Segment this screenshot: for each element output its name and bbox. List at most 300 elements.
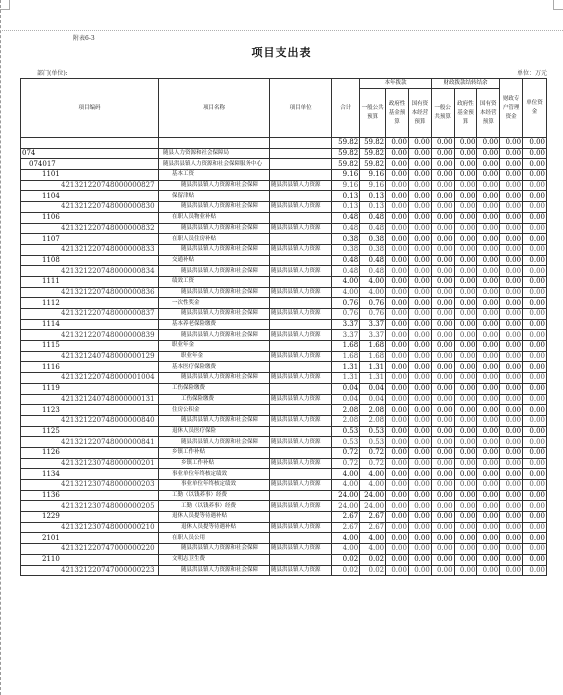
cell-amount: 0.00 [523,244,547,255]
cell-amount: 0.00 [386,522,409,533]
cell-total: 0.04 [332,383,360,394]
cell-name: 基本工资 [158,170,269,181]
cell-amount: 0.00 [477,255,500,266]
cell-amount: 0.00 [408,362,431,373]
cell-amount: 0.00 [523,255,547,266]
cell-amount: 0.00 [500,266,523,277]
cell-amount: 0.00 [408,319,431,330]
cell-amount: 0.00 [454,234,477,245]
cell-amount: 0.00 [408,159,431,170]
table-row [21,469,547,480]
cell-code: 1104 [21,191,159,202]
cell-amount: 24.00 [360,490,386,501]
cell-amount: 0.00 [500,426,523,437]
cell-amount: 4.00 [360,480,386,491]
cell-dept [269,341,331,352]
cell-amount: 0.00 [431,191,454,202]
cell-amount: 0.00 [408,565,431,576]
table-row [21,223,547,234]
cell-amount: 0.00 [500,544,523,555]
cell-amount: 0.00 [454,202,477,213]
cell-amount: 0.00 [523,159,547,170]
cell-name: 乡镇工作补贴 [158,458,269,469]
cell-amount: 0.00 [386,138,409,149]
cell-name: 保留津贴 [158,191,269,202]
cell-amount: 0.00 [500,212,523,223]
cell-amount: 0.00 [431,287,454,298]
cell-amount: 0.00 [408,394,431,405]
cell-amount: 0.00 [500,351,523,362]
cell-amount: 1.68 [360,351,386,362]
cell-amount: 0.00 [454,469,477,480]
cell-amount: 0.00 [523,180,547,191]
cell-amount: 0.00 [454,298,477,309]
cell-amount: 0.00 [454,405,477,416]
cell-amount: 0.00 [386,170,409,181]
cell-amount: 0.00 [431,202,454,213]
cell-amount: 0.00 [454,159,477,170]
cell-amount: 0.00 [477,447,500,458]
cell-amount: 0.00 [386,469,409,480]
cell-amount: 0.00 [408,244,431,255]
cell-total: 2.67 [332,522,360,533]
cell-code: 421321220747000000223 [21,565,159,576]
cell-name: 随县洪县镇人力资源和社会保障 [158,565,269,576]
cell-amount: 59.82 [360,148,386,159]
cell-total: 59.82 [332,148,360,159]
cell-total: 4.00 [332,533,360,544]
cell-total: 0.13 [332,202,360,213]
cell-amount: 4.00 [360,544,386,555]
cell-amount: 0.00 [386,554,409,565]
cell-code: 2110 [21,554,159,565]
cell-amount: 0.53 [360,426,386,437]
header-balance-general: 一般公共预算 [431,89,454,138]
cell-amount: 0.48 [360,255,386,266]
cell-total: 1.68 [332,341,360,352]
cell-amount: 0.00 [523,522,547,533]
cell-name: 工勤（以钱养事）经费 [158,490,269,501]
cell-amount: 0.00 [477,351,500,362]
cell-total: 59.82 [332,159,360,170]
cell-amount: 0.00 [523,544,547,555]
cell-amount: 0.00 [408,309,431,320]
cell-amount: 0.00 [386,212,409,223]
table-row [21,266,547,277]
cell-dept: 随县洪县镇人力资源 [269,202,331,213]
cell-name: 随县洪县镇人力资源和社会保障 [158,266,269,277]
cell-total: 0.72 [332,458,360,469]
cell-amount: 0.00 [386,501,409,512]
cell-code: 421321230748000000203 [21,480,159,491]
cell-total: 0.13 [332,191,360,202]
table-row [21,234,547,245]
cell-name: 随县洪县镇人力资源和社会保障 [158,544,269,555]
cell-amount: 1.31 [360,373,386,384]
cell-amount: 0.00 [454,512,477,523]
cell-name: 一次性奖金 [158,298,269,309]
cell-amount: 0.00 [500,394,523,405]
cell-amount: 0.00 [454,490,477,501]
cell-amount: 0.00 [408,554,431,565]
cell-dept [269,298,331,309]
cell-amount: 0.00 [454,341,477,352]
table-row [21,501,547,512]
cell-amount: 0.00 [477,383,500,394]
cell-code: 1123 [21,405,159,416]
cell-dept [269,554,331,565]
cell-amount: 0.00 [431,223,454,234]
cell-amount: 0.38 [360,244,386,255]
cell-amount: 0.00 [431,458,454,469]
cell-amount: 0.00 [523,405,547,416]
cell-amount: 0.00 [523,212,547,223]
cell-amount: 0.00 [523,276,547,287]
cell-amount: 0.00 [500,202,523,213]
cell-total: 4.00 [332,287,360,298]
cell-total: 0.04 [332,394,360,405]
cell-name: 基本养老保险缴费 [158,319,269,330]
cell-name: 随县洪县镇人力资源和社会保障 [158,415,269,426]
cell-amount: 0.00 [386,330,409,341]
cell-amount: 0.00 [477,212,500,223]
cell-amount: 0.00 [431,341,454,352]
cell-dept [269,276,331,287]
table-row [21,373,547,384]
cell-amount: 2.67 [360,512,386,523]
cell-amount: 0.00 [500,223,523,234]
cell-dept [269,234,331,245]
cell-amount: 0.00 [477,244,500,255]
cell-total: 0.76 [332,298,360,309]
cell-amount: 0.00 [386,341,409,352]
cell-amount: 0.00 [454,319,477,330]
cell-amount: 0.00 [408,276,431,287]
header-code: 项目编码 [21,79,159,138]
cell-amount: 0.00 [454,533,477,544]
cell-dept [269,319,331,330]
cell-amount: 0.00 [500,437,523,448]
cell-amount: 0.00 [523,383,547,394]
table-row [21,341,547,352]
cell-dept: 随县洪县镇人力资源 [269,394,331,405]
cell-amount: 0.00 [386,244,409,255]
cell-amount: 0.00 [523,266,547,277]
cell-amount: 0.00 [454,373,477,384]
cell-amount: 0.00 [523,501,547,512]
cell-dept [269,447,331,458]
cell-amount: 0.00 [500,138,523,149]
cell-amount: 0.00 [408,383,431,394]
cell-amount: 0.00 [523,234,547,245]
cell-amount: 0.00 [431,437,454,448]
cell-amount: 0.00 [523,330,547,341]
cell-amount: 0.00 [408,266,431,277]
cell-amount: 0.00 [386,447,409,458]
cell-amount: 0.00 [523,394,547,405]
cell-name: 退休人员提等待遇补贴 [158,512,269,523]
cell-total: 0.76 [332,309,360,320]
table-row [21,170,547,181]
cell-amount: 0.00 [523,309,547,320]
cell-amount: 0.00 [454,223,477,234]
cell-amount: 0.00 [477,159,500,170]
table-row [21,565,547,576]
table-row [21,554,547,565]
header-total: 合计 [332,79,360,138]
cell-amount: 0.00 [431,138,454,149]
cell-amount: 0.00 [431,426,454,437]
header-group-balance: 财政拨款结转结余 [431,79,499,89]
cell-amount: 0.00 [477,554,500,565]
cell-code: 421321220748000000840 [21,415,159,426]
cell-amount: 0.00 [500,234,523,245]
cell-code: 421321240748000000129 [21,351,159,362]
cell-amount: 0.00 [500,330,523,341]
cell-amount: 0.00 [477,533,500,544]
cell-amount: 0.00 [477,565,500,576]
cell-amount: 0.00 [523,351,547,362]
cell-amount: 0.00 [386,148,409,159]
cell-amount: 0.00 [386,373,409,384]
cell-amount: 2.08 [360,415,386,426]
cell-amount: 0.00 [477,138,500,149]
cell-code: 1125 [21,426,159,437]
cell-amount: 0.00 [523,480,547,491]
cell-amount: 0.00 [477,469,500,480]
cell-code: 421321240748000000131 [21,394,159,405]
cell-amount: 0.00 [477,512,500,523]
table-row [21,138,547,149]
cell-dept [269,490,331,501]
cell-dept [269,383,331,394]
cell-dept: 随县洪县镇人力资源 [269,223,331,234]
cell-amount: 0.00 [431,276,454,287]
cell-code: 421321230748000000205 [21,501,159,512]
table-row [21,458,547,469]
cell-amount: 0.00 [386,394,409,405]
cell-amount: 0.00 [431,309,454,320]
cell-amount: 0.00 [454,287,477,298]
cell-amount: 0.00 [500,469,523,480]
cell-amount: 0.00 [523,458,547,469]
cell-amount: 0.00 [477,405,500,416]
cell-amount: 0.00 [454,138,477,149]
cell-amount: 0.00 [408,223,431,234]
cell-amount: 0.00 [386,276,409,287]
cell-amount: 0.00 [431,255,454,266]
cell-dept [269,362,331,373]
cell-amount: 0.00 [454,522,477,533]
cell-amount: 0.00 [454,148,477,159]
cell-amount: 0.00 [523,490,547,501]
cell-amount: 59.82 [360,159,386,170]
cell-amount: 0.00 [500,362,523,373]
cell-amount: 0.00 [431,469,454,480]
cell-amount: 0.00 [386,565,409,576]
cell-amount: 0.00 [500,480,523,491]
cell-amount: 0.02 [360,554,386,565]
cell-dept [269,159,331,170]
cell-amount: 0.00 [523,223,547,234]
cell-name: 随县洪县镇人力资源和社会保障 [158,330,269,341]
cell-total: 3.37 [332,319,360,330]
cell-amount: 0.00 [408,469,431,480]
cell-amount: 0.00 [431,565,454,576]
cell-code: 1134 [21,469,159,480]
cell-amount: 0.00 [523,148,547,159]
table-row [21,415,547,426]
expenditure-table [20,78,547,576]
cell-code: 1101 [21,170,159,181]
cell-amount: 4.00 [360,287,386,298]
cell-total: 0.38 [332,244,360,255]
cell-code: 1108 [21,255,159,266]
table-row [21,287,547,298]
cell-amount: 0.00 [477,373,500,384]
header-name: 项目名称 [158,79,269,138]
cell-amount: 0.00 [431,159,454,170]
cell-amount: 0.00 [431,234,454,245]
table-row [21,490,547,501]
cell-total: 2.08 [332,415,360,426]
cell-dept [269,405,331,416]
cell-total: 1.31 [332,373,360,384]
cell-amount: 0.00 [523,373,547,384]
cell-amount: 0.00 [477,234,500,245]
cell-code: 1136 [21,490,159,501]
cell-total: 4.00 [332,544,360,555]
cell-amount: 24.00 [360,501,386,512]
cell-amount: 0.00 [523,415,547,426]
cell-name: 乡镇工作补贴 [158,447,269,458]
cell-name: 随县洪县镇人力资源和社会保障 [158,287,269,298]
cell-amount: 4.00 [360,533,386,544]
cell-amount: 0.00 [500,383,523,394]
cell-amount: 0.00 [431,319,454,330]
cell-amount: 0.00 [454,330,477,341]
cell-code: 421321220748000000837 [21,309,159,320]
cell-amount: 0.00 [500,148,523,159]
cell-amount: 0.00 [454,170,477,181]
cell-amount: 1.31 [360,362,386,373]
cell-amount: 0.00 [454,394,477,405]
cell-amount: 0.00 [408,533,431,544]
table-row [21,447,547,458]
cell-amount: 0.00 [477,276,500,287]
cell-name: 基本医疗保险缴费 [158,362,269,373]
cell-code: 1229 [21,512,159,523]
cell-amount: 0.76 [360,309,386,320]
header-current-capital: 国有资本经营预算 [408,89,431,138]
cell-amount: 0.00 [386,191,409,202]
cell-amount: 0.00 [431,266,454,277]
cell-amount: 0.00 [408,373,431,384]
cell-total: 0.53 [332,437,360,448]
cell-total: 0.53 [332,426,360,437]
cell-amount: 0.00 [523,447,547,458]
cell-amount: 0.00 [386,309,409,320]
cell-amount: 0.00 [523,362,547,373]
cell-amount: 0.00 [454,351,477,362]
cell-code: 421321220747000000220 [21,544,159,555]
cell-amount: 0.00 [500,565,523,576]
cell-code: 421321220748000000839 [21,330,159,341]
cell-total: 3.37 [332,330,360,341]
cell-amount: 0.00 [477,202,500,213]
cell-amount: 0.00 [523,319,547,330]
cell-dept [269,512,331,523]
attachment-label: 附表6-3 [73,35,95,42]
cell-total: 0.02 [332,565,360,576]
cell-amount: 0.00 [386,351,409,362]
cell-amount: 0.48 [360,223,386,234]
cell-code: 421321220748000000833 [21,244,159,255]
cell-amount: 0.00 [500,501,523,512]
page-top-guide [0,30,563,31]
cell-amount: 0.00 [431,148,454,159]
cell-amount: 0.00 [454,458,477,469]
cell-name: 交通补贴 [158,255,269,266]
cell-amount: 0.00 [523,138,547,149]
header-unit-funds: 单位资金 [523,79,547,138]
cell-amount: 0.00 [454,255,477,266]
cell-name: 工伤保险缴费 [158,394,269,405]
cell-amount: 0.00 [408,480,431,491]
cell-amount: 9.16 [360,180,386,191]
cell-total: 0.02 [332,554,360,565]
cell-amount: 0.00 [523,298,547,309]
cell-dept [269,170,331,181]
cell-amount: 0.00 [408,544,431,555]
table-row [21,298,547,309]
cell-dept [269,191,331,202]
page-title: 项目支出表 [251,46,312,59]
cell-amount: 0.00 [523,287,547,298]
table-header [21,79,547,138]
cell-amount: 0.00 [431,180,454,191]
cell-total: 9.16 [332,180,360,191]
cell-code: 421321220748000000834 [21,266,159,277]
cell-amount: 0.00 [454,362,477,373]
cell-amount: 0.00 [500,298,523,309]
cell-amount: 0.00 [477,223,500,234]
cell-amount: 0.00 [386,437,409,448]
cell-amount: 0.00 [431,544,454,555]
cell-amount: 0.00 [500,255,523,266]
cell-amount: 0.00 [477,426,500,437]
cell-name: 职业年金 [158,351,269,362]
cell-amount: 0.00 [477,287,500,298]
header-balance-fund: 政府性基金预算 [454,89,477,138]
cell-amount: 9.16 [360,170,386,181]
cell-amount: 0.00 [454,276,477,287]
table-row [21,244,547,255]
cell-amount: 0.00 [454,180,477,191]
cell-amount: 0.00 [454,244,477,255]
cell-amount: 0.00 [454,415,477,426]
table-row [21,330,547,341]
cell-code: 2101 [21,533,159,544]
cell-dept [269,148,331,159]
cell-name: 随县洪县镇人力资源和社会保障 [158,437,269,448]
cell-amount: 0.00 [386,362,409,373]
cell-amount: 0.00 [500,512,523,523]
cell-name [158,138,269,149]
cell-code: 1114 [21,319,159,330]
cell-amount: 0.72 [360,458,386,469]
cell-amount: 0.00 [523,469,547,480]
